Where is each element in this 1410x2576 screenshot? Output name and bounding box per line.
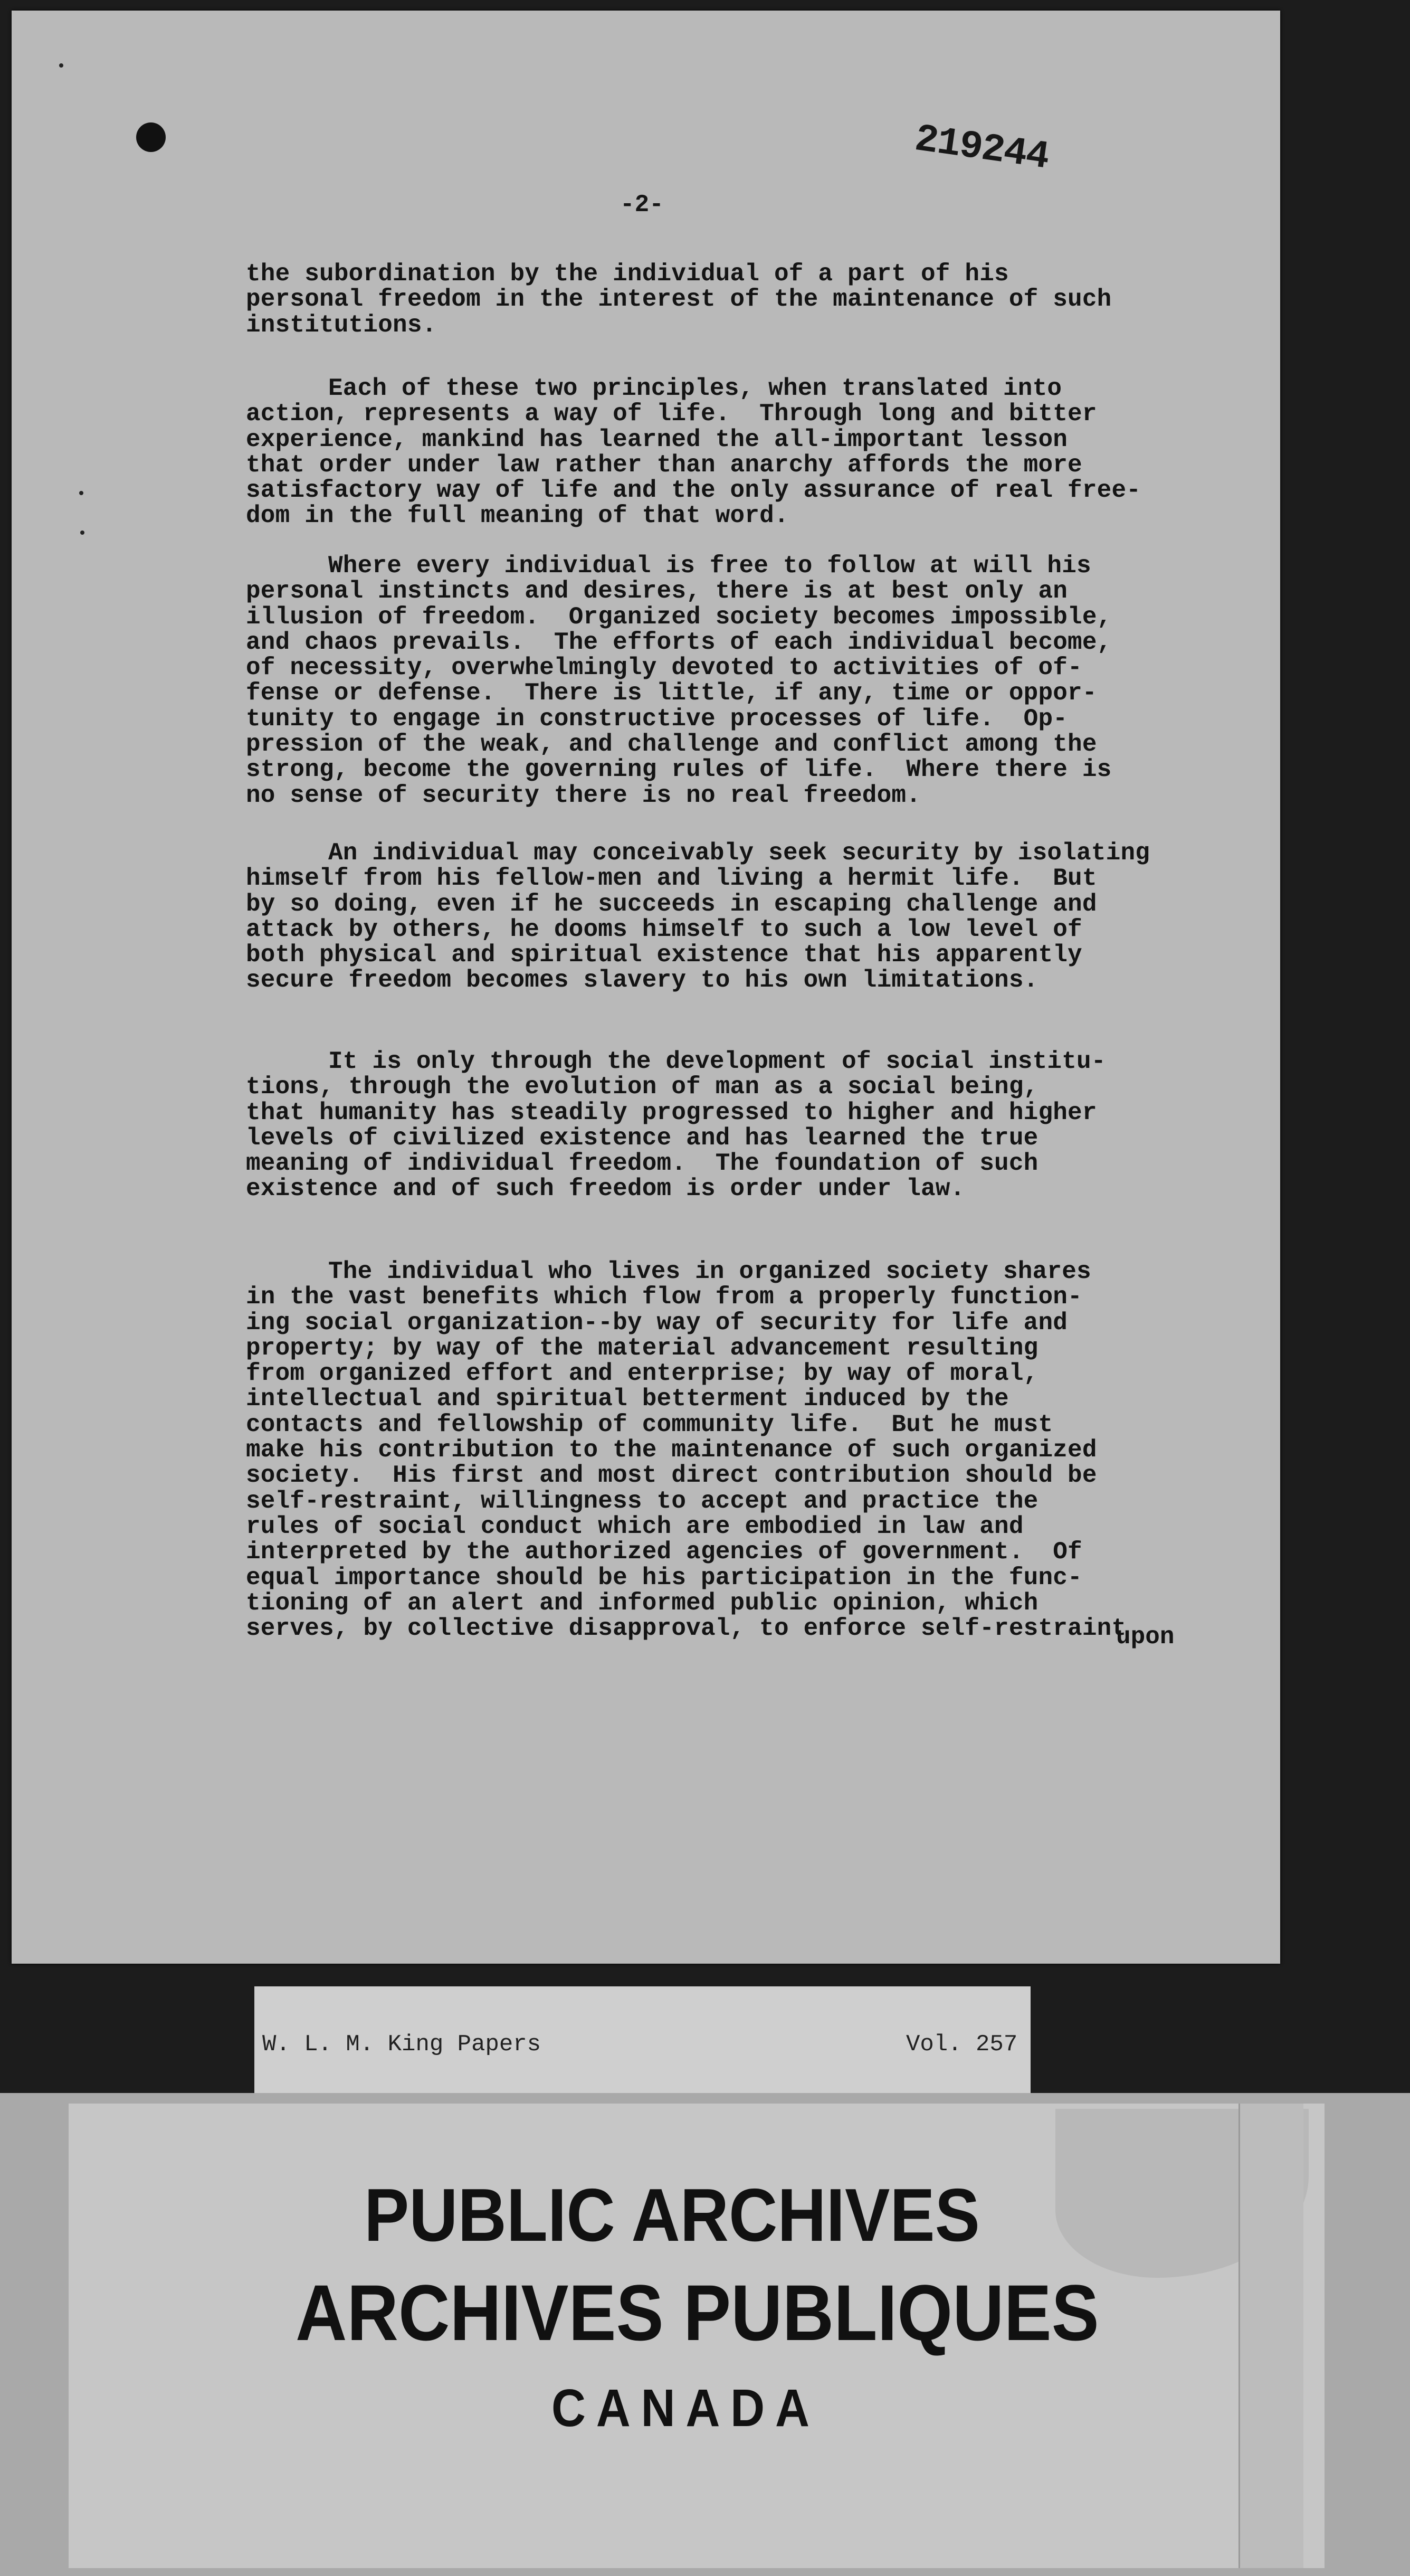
page-number: -2-: [620, 191, 664, 219]
text-line: and chaos prevails. The efforts of each individual become,: [246, 628, 1112, 656]
text-line: no sense of security there is no real freedom.: [246, 781, 921, 809]
text-line: tunity to engage in constructive processes of life. Op-: [246, 705, 1068, 733]
archive-country: CANADA: [551, 2379, 820, 2438]
text-line: fense or defense. There is little, if any, time or oppor-: [246, 679, 1097, 707]
text-line: The individual who lives in organized society shares: [328, 1258, 1091, 1285]
text-line: society. His first and most direct contribution should be: [246, 1462, 1097, 1490]
text-line: satisfactory way of life and the only assurance of real free-: [246, 477, 1141, 505]
text-line: in the vast benefits which flow from a properly function-: [246, 1283, 1082, 1311]
text-line: equal importance should be his participation in the func-: [246, 1564, 1082, 1592]
archive-title-french: ARCHIVES PUBLIQUES: [296, 2268, 1099, 2357]
text-line: by so doing, even if he succeeds in escaping challenge and: [246, 890, 1097, 918]
text-line: Where every individual is free to follow at will his: [328, 552, 1091, 580]
text-line: of necessity, overwhelmingly devoted to activities of of-: [246, 654, 1082, 682]
text-line: ing social organization--by way of security for life and: [246, 1309, 1068, 1337]
text-line: meaning of individual freedom. The foundation of such: [246, 1150, 1039, 1178]
text-line: tioning of an alert and informed public opinion, which: [246, 1589, 1039, 1617]
text-line: personal instincts and desires, there is at best only an: [246, 577, 1068, 605]
text-line: levels of civilized existence and has learned the true: [246, 1124, 1039, 1152]
text-line: tions, through the evolution of man as a social being,: [246, 1073, 1039, 1101]
paragraph-4: [246, 840, 1238, 993]
document-number-stamp: 219244: [912, 117, 1051, 180]
text-line: intellectual and spiritual betterment induced by the: [246, 1385, 1009, 1413]
text-line: that humanity has steadily progressed to higher and higher: [246, 1098, 1097, 1126]
archive-title-english: PUBLIC ARCHIVES: [364, 2173, 980, 2257]
volume-number: Vol. 257: [906, 2031, 1018, 2058]
paragraph-1: [246, 261, 1238, 338]
text-line: the subordination by the individual of a part of his: [246, 260, 1009, 288]
text-line: existence and of such freedom is order under law.: [246, 1175, 965, 1203]
text-line: make his contribution to the maintenance of such organized: [246, 1436, 1097, 1464]
text-line: self-restraint, willingness to accept and practice the: [246, 1487, 1039, 1515]
speck: [59, 63, 63, 68]
text-line: strong, become the governing rules of life. Where there is: [246, 756, 1112, 784]
text-line: pression of the weak, and challenge and conflict among the: [246, 731, 1097, 759]
text-line: serves, by collective disapproval, to enforce self-restraint: [246, 1615, 1127, 1643]
paragraph-6: [246, 1259, 1238, 1641]
collection-label: [254, 1986, 1031, 2093]
catchword: upon: [1116, 1623, 1175, 1651]
paragraph-3: [246, 553, 1238, 808]
paragraph-2: [246, 376, 1238, 529]
text-line: It is only through the development of social institu-: [328, 1048, 1106, 1075]
text-line: attack by others, he dooms himself to such a low level of: [246, 915, 1082, 943]
punch-hole: [136, 122, 166, 152]
speck: [79, 491, 83, 495]
text-line: that order under law rather than anarchy affords the more: [246, 451, 1082, 479]
text-line: An individual may conceivably seek security by isolating: [328, 839, 1150, 867]
text-line: institutions.: [246, 311, 437, 339]
collection-name: W. L. M. King Papers: [262, 2031, 541, 2058]
text-line: both physical and spiritual existence that his apparently: [246, 941, 1082, 969]
speck: [80, 531, 84, 535]
text-line: property; by way of the material advancement resulting: [246, 1334, 1039, 1362]
text-line: interpreted by the authorized agencies of government. Of: [246, 1538, 1082, 1566]
text-line: personal freedom in the interest of the maintenance of such: [246, 286, 1112, 314]
text-line: dom in the full meaning of that word.: [246, 502, 789, 530]
text-line: contacts and fellowship of community life. But he must: [246, 1410, 1053, 1438]
paragraph-5: [246, 1049, 1238, 1202]
text-line: illusion of freedom. Organized society becomes impossible,: [246, 603, 1112, 631]
text-line: from organized effort and enterprise; by way of moral,: [246, 1360, 1039, 1388]
text-line: rules of social conduct which are embodied in law and: [246, 1512, 1024, 1540]
text-line: experience, mankind has learned the all-important lesson: [246, 425, 1068, 453]
text-line: himself from his fellow-men and living a hermit life. But: [246, 865, 1097, 893]
text-line: action, represents a way of life. Through long and bitter: [246, 400, 1097, 428]
text-line: Each of these two principles, when translated into: [328, 375, 1062, 402]
text-line: secure freedom becomes slavery to his own limitations.: [246, 967, 1039, 995]
card-edge: [1238, 2104, 1303, 2568]
